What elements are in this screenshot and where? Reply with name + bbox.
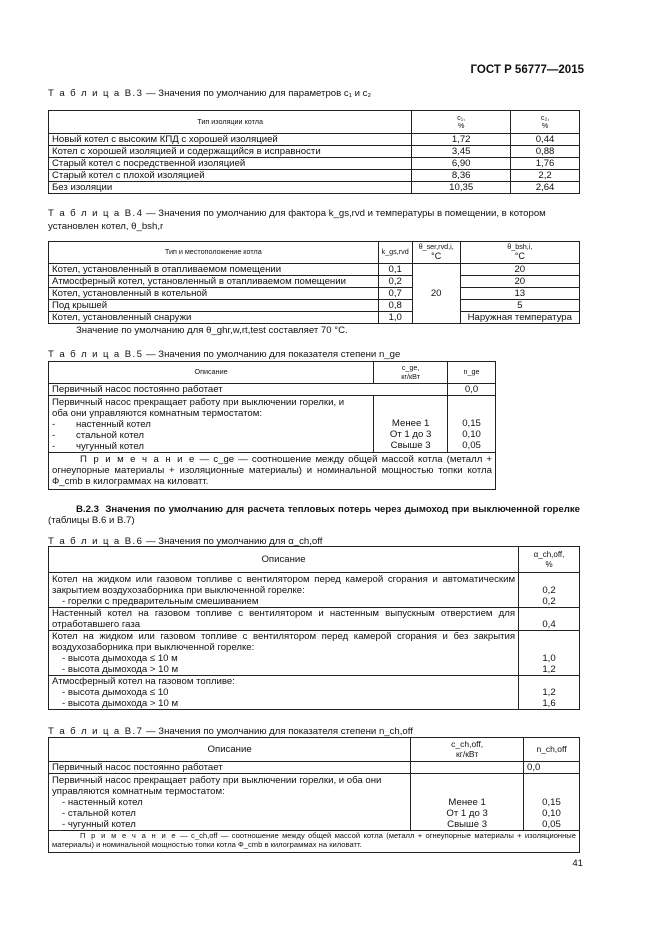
col-header-c1 xyxy=(412,111,511,134)
table-row xyxy=(49,264,580,276)
table-b3-caption xyxy=(48,88,371,99)
table-note-row xyxy=(49,831,580,852)
table-row xyxy=(49,276,580,288)
list-label: настенный котел xyxy=(76,419,151,431)
cell-c1: 1,72 xyxy=(412,134,511,146)
n-value: 0,10 xyxy=(462,429,481,441)
cell-type: Котел, установленный снаружи xyxy=(49,312,379,324)
cell-theta: 13 xyxy=(460,288,579,300)
col-header-desc: Описание xyxy=(49,362,374,384)
cch-value: От 1 до 3 xyxy=(446,808,488,820)
table-row xyxy=(49,312,580,324)
cell-type: Старый котел с плохой изоляцией xyxy=(49,170,412,182)
cge-value: Свыше 3 xyxy=(390,440,431,452)
cch-label: c_ch,off, xyxy=(451,738,484,749)
table-row xyxy=(49,288,580,300)
cell-c2: 0,44 xyxy=(511,134,580,146)
table-b4-title: — Значения по умолчанию для фактора k_gs,rvd и температуры в помещении, в котором xyxy=(143,208,546,219)
group-item: - высота дымохода ≤ 10 м xyxy=(62,653,178,665)
note-text: — c_ge — соотношение между общей массой котла (металл + огнеупорные материалы + изоляционные материалы) и номинальной мощностью топки котла Ф_cmb в килограммах на киловатт. xyxy=(52,454,492,488)
value: 1,0 xyxy=(542,653,556,665)
note-label: П р и м е ч а н и е xyxy=(80,454,196,466)
value: 1,6 xyxy=(542,698,556,710)
desc-line: Первичный насос прекращает работу при выключении горелки, и оба они xyxy=(52,775,382,787)
table-row xyxy=(49,384,496,396)
table-header-row xyxy=(49,111,580,134)
table-row xyxy=(49,631,580,676)
group-item: - высота дымохода ≤ 10 xyxy=(62,687,169,699)
col-header-theta-ser xyxy=(412,242,460,264)
cell-cch-multi xyxy=(411,774,524,831)
col-header-desc: Описание xyxy=(49,547,519,573)
section-number: В.2.3 xyxy=(76,504,99,515)
table-row xyxy=(49,676,580,710)
cell-value xyxy=(519,676,580,710)
cell-theta: Наружная температура xyxy=(460,312,579,324)
table-b7-label: Т а б л и ц а В.7 xyxy=(48,726,144,737)
section-tail: (таблицы В.6 и В.7) xyxy=(48,515,135,527)
n-value: 0,15 xyxy=(542,797,561,809)
col-header-desc: Описание xyxy=(49,738,411,762)
table-header-row xyxy=(49,738,580,762)
col-header-cge xyxy=(374,362,448,384)
table-b3-label: Т а б л и ц а В.3 xyxy=(48,88,144,99)
cell-c1: 6,90 xyxy=(412,158,511,170)
alpha-label: α_ch,off, xyxy=(533,550,565,560)
group-head: Котел на жидком или газовом топливе с вентилятором перед камерой сгорания и без закрытия воздухозаборника при выключенной горелке: xyxy=(52,631,516,654)
alpha-unit: % xyxy=(545,559,553,569)
note-text: — c_ch,off — соотношение между общей массой котла (металл + огнеупорные материалы + изоляционные материалы) и номинальной мощностью топки котла Ф_cmb в килограммах на киловатт. xyxy=(52,831,576,849)
cell-type: Без изоляции xyxy=(49,182,412,194)
table-b5-caption xyxy=(48,349,400,360)
n-value: 0,05 xyxy=(462,440,481,452)
cell-type: Под крышей xyxy=(49,300,379,312)
cell-desc: Первичный насос постоянно работает xyxy=(49,384,448,396)
cell-c2: 2,2 xyxy=(511,170,580,182)
col-header-alpha xyxy=(519,547,580,573)
table-b6 xyxy=(48,546,580,710)
cell-desc xyxy=(49,631,519,676)
table-b6-label: Т а б л и ц а В.6 xyxy=(48,536,144,547)
cell-k: 0,7 xyxy=(378,288,412,300)
table-b5-label: Т а б л и ц а В.5 xyxy=(48,349,144,360)
table-row xyxy=(49,396,496,453)
cell-k: 0,8 xyxy=(378,300,412,312)
cell-desc xyxy=(49,676,519,710)
cch-value: Свыше 3 xyxy=(447,819,488,831)
cell-type: Котел, установленный в отапливаемом помещении xyxy=(49,264,379,276)
cell-theta-ser-merged: 20 xyxy=(412,264,460,324)
cell-n-multi xyxy=(524,774,580,831)
cell-theta: 5 xyxy=(460,300,579,312)
section-title: Значения по умолчанию для расчета тепловых потерь через дымоход при выключенной горелке xyxy=(105,504,580,515)
col-header-nge: n_ge xyxy=(448,362,496,384)
document-id: ГОСТ Р 56777—2015 xyxy=(470,64,584,76)
group-item: - горелки с предварительным смешиванием xyxy=(62,596,259,608)
cell-k: 0,1 xyxy=(378,264,412,276)
cell-empty xyxy=(411,762,524,774)
cell-type: Атмосферный котел, установленный в отапливаемом помещении xyxy=(49,276,379,288)
desc-line: Первичный насос прекращает работу при выключении горелки, и xyxy=(52,397,345,409)
table-note-row xyxy=(49,453,496,490)
cell-desc-multi xyxy=(49,396,374,453)
col-header-cch xyxy=(411,738,524,762)
cell-desc: Настенный котел на газовом топливе с вентилятором и настенным выпускным отверстием для отработавшего газа xyxy=(49,608,519,631)
list-item: - стальной котел xyxy=(62,808,136,820)
c1-label: c₁, xyxy=(457,112,466,122)
table-b4-title-line2: установлен котел, θ_bsh,r xyxy=(48,221,164,233)
cell-k: 1,0 xyxy=(378,312,412,324)
list-label: стальной котел xyxy=(76,430,145,442)
table-row xyxy=(49,573,580,608)
cell-theta: 20 xyxy=(460,276,579,288)
cell-type: Котел с хорошей изоляцией и содержащийся в исправности xyxy=(49,146,412,158)
table-row xyxy=(49,158,580,170)
list-item xyxy=(52,430,370,441)
group-head: Котел на жидком или газовом топливе с вентилятором перед камерой сгорания и автоматическим закрытием воздухозаборника при выключенной горелке: xyxy=(52,574,516,597)
col-header-theta-bsh xyxy=(460,242,579,264)
c2-label: c₂, xyxy=(540,112,550,122)
list-item xyxy=(52,441,370,452)
table-header-row xyxy=(49,362,496,384)
col-header-type: Тип и местоположение котла xyxy=(49,242,379,264)
group-head: Атмосферный котел на газовом топливе: xyxy=(52,676,235,688)
table-b7-note xyxy=(49,831,580,852)
col-header-k: k_gs,rvd xyxy=(378,242,412,264)
value: 0,2 xyxy=(542,585,556,597)
table-b6-title: — Значения по умолчанию для α_ch,off xyxy=(143,536,323,547)
desc-line: оба они управляются комнатным термостатом: xyxy=(52,408,263,420)
cell-value: 0,4 xyxy=(519,608,580,631)
cell-theta: 20 xyxy=(460,264,579,276)
theta-bsh-unit: °C xyxy=(514,251,525,262)
cge-value: Менее 1 xyxy=(391,418,430,430)
cell-c2: 0,88 xyxy=(511,146,580,158)
c2-unit: % xyxy=(541,121,549,130)
value: 0,2 xyxy=(542,596,556,608)
table-b7-caption xyxy=(48,726,413,737)
table-b3-title: — Значения по умолчанию для параметров c₁ и c₂ xyxy=(143,88,372,99)
list-dash: - xyxy=(52,419,56,431)
table-row xyxy=(49,182,580,194)
list-item: - чугунный котел xyxy=(62,819,136,831)
cell-desc-multi xyxy=(49,774,411,831)
cell-desc xyxy=(49,573,519,608)
table-b7-title: — Значения по умолчанию для показателя степени n_ch,off xyxy=(143,726,413,737)
value: 1,2 xyxy=(542,687,556,699)
col-header-c2 xyxy=(511,111,580,134)
cge-label: c_ge, xyxy=(401,363,420,373)
cell-c1: 10,35 xyxy=(412,182,511,194)
cell-type: Новый котел с высоким КПД с хорошей изоляцией xyxy=(49,134,412,146)
list-label: чугунный котел xyxy=(76,441,144,453)
cge-unit: кг/кВт xyxy=(401,371,420,381)
cch-unit: кг/кВт xyxy=(456,748,479,759)
cell-cge-multi xyxy=(374,396,448,453)
list-item: - настенный котел xyxy=(62,797,143,809)
list-dash: - xyxy=(52,430,56,442)
table-b3 xyxy=(48,110,580,194)
table-b4-label: Т а б л и ц а В.4 xyxy=(48,208,144,219)
col-header-nch: n_ch,off xyxy=(524,738,580,762)
theta-bsh-label: θ_bsh,i, xyxy=(507,242,533,252)
cell-c1: 3,45 xyxy=(412,146,511,158)
cge-value: От 1 до 3 xyxy=(389,429,432,441)
col-header-type: Тип изоляции котла xyxy=(49,111,412,134)
value: 1,2 xyxy=(542,664,556,676)
cch-value: Менее 1 xyxy=(448,797,486,809)
cell-n: 0,0 xyxy=(448,384,496,396)
cell-c1: 8,36 xyxy=(412,170,511,182)
section-b23 xyxy=(48,504,580,526)
table-row xyxy=(49,134,580,146)
cell-value xyxy=(519,631,580,676)
table-b5-note xyxy=(49,453,496,490)
table-row xyxy=(49,146,580,158)
table-b4-caption xyxy=(48,208,580,232)
cell-type: Старый котел с посредственной изоляцией xyxy=(49,158,412,170)
page-number: 41 xyxy=(572,858,583,869)
theta-ser-label: θ_ser,rvd,i, xyxy=(418,242,454,252)
table-b5 xyxy=(48,361,496,490)
cell-n: 0,0 xyxy=(524,762,580,774)
table-b7 xyxy=(48,737,580,853)
table-row xyxy=(49,774,580,831)
desc-line: управляются комнатным термостатом: xyxy=(52,786,225,798)
table-header-row xyxy=(49,547,580,573)
note-label: П р и м е ч а н и е xyxy=(80,831,177,841)
cell-n-multi xyxy=(448,396,496,453)
c1-unit: % xyxy=(457,121,465,130)
table-b5-title: — Значения по умолчанию для показателя степени n_ge xyxy=(143,349,401,360)
cell-desc: Первичный насос постоянно работает xyxy=(49,762,411,774)
cell-k: 0,2 xyxy=(378,276,412,288)
table-row xyxy=(49,762,580,774)
table-row xyxy=(49,608,580,631)
theta-ser-unit: °C xyxy=(431,251,442,262)
cell-c2: 2,64 xyxy=(511,182,580,194)
n-value: 0,05 xyxy=(542,819,561,831)
table-header-row xyxy=(49,242,580,264)
n-value: 0,15 xyxy=(462,418,481,430)
table-row xyxy=(49,300,580,312)
cell-c2: 1,76 xyxy=(511,158,580,170)
n-value: 0,10 xyxy=(542,808,561,820)
table-row xyxy=(49,170,580,182)
table-b4-note: Значение по умолчанию для θ_ghr,w,rt,test составляет 70 °С. xyxy=(76,325,348,336)
cell-value xyxy=(519,573,580,608)
list-item xyxy=(52,419,370,430)
list-dash: - xyxy=(52,441,56,453)
cell-type: Котел, установленный в котельной xyxy=(49,288,379,300)
table-b4 xyxy=(48,241,580,324)
group-item: - высота дымохода > 10 м xyxy=(62,664,179,676)
group-item: - высота дымохода > 10 м xyxy=(62,698,179,710)
